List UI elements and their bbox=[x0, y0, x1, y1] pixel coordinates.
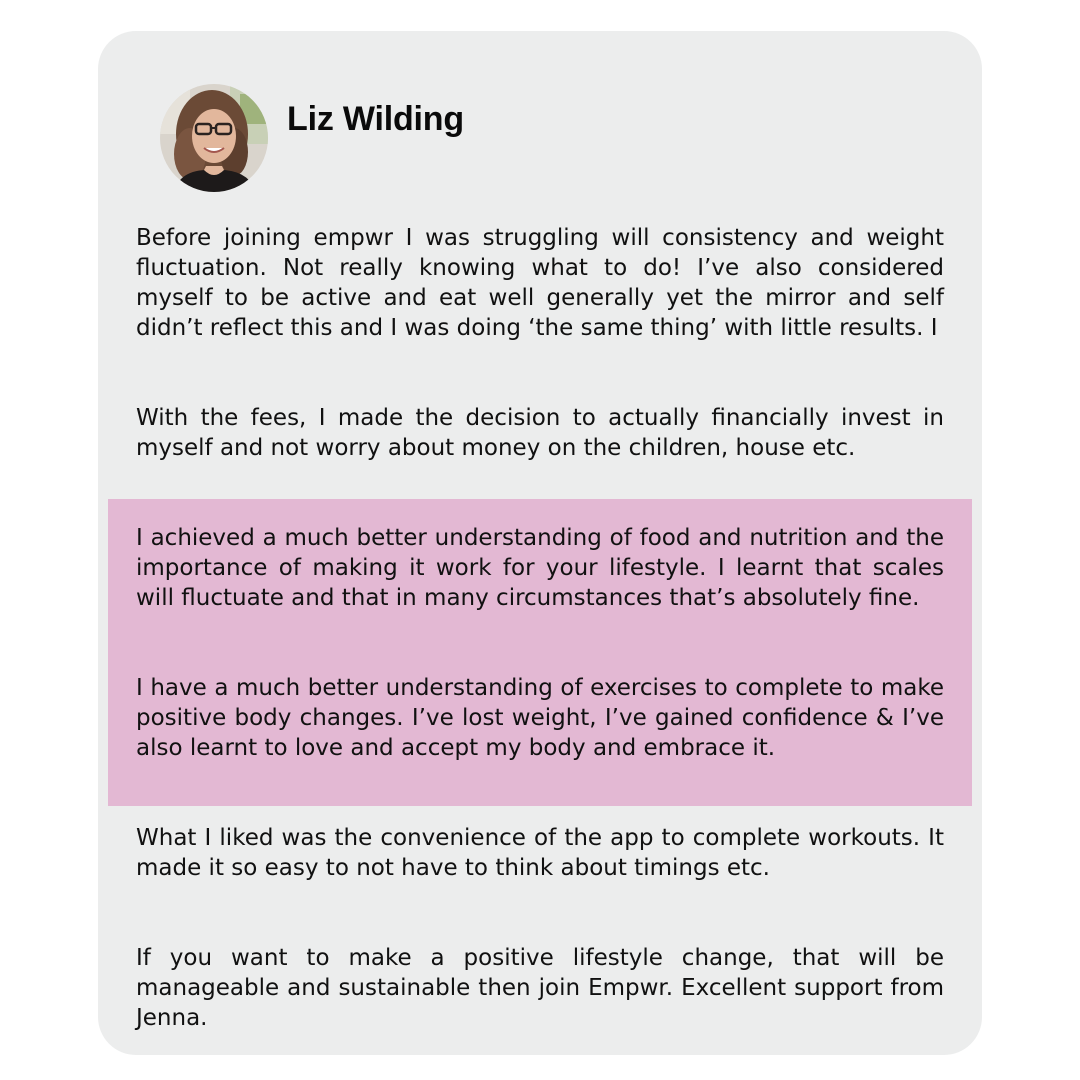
avatar bbox=[160, 84, 268, 192]
testimonial-card bbox=[98, 31, 982, 1055]
testimonial-paragraph-highlighted: I achieved a much better understanding of food and nutrition and the importance of making it work for your lifestyle. I learnt that scales will fluctuate and that in many circumstances that’s absolutely fine. bbox=[136, 525, 944, 611]
testimonial-paragraph: If you want to make a positive lifestyle change, that will be manageable and sustainable then join Empwr. Excellent support from Jenna. bbox=[136, 945, 944, 1031]
reviewer-name: Liz Wilding bbox=[287, 100, 464, 138]
testimonial-paragraph-highlighted: I have a much better understanding of exercises to complete to make positive body changes. I’ve lost weight, I’ve gained confidence & I’ve also learnt to love and accept my body and embrace it. bbox=[136, 675, 944, 761]
testimonial-paragraph: Before joining empwr I was struggling will consistency and weight fluctuation. Not really knowing what to do! I’ve also considered myself to be active and eat well generally yet the mirror and self didn’t reflect this and I was doing ‘the same thing’ with little results. I bbox=[136, 225, 944, 341]
reviewer-photo bbox=[160, 84, 268, 192]
testimonial-paragraph: What I liked was the convenience of the app to complete workouts. It made it so easy to not have to think about timings etc. bbox=[136, 825, 944, 881]
testimonial-paragraph: With the fees, I made the decision to actually financially invest in myself and not worry about money on the children, house etc. bbox=[136, 405, 944, 461]
